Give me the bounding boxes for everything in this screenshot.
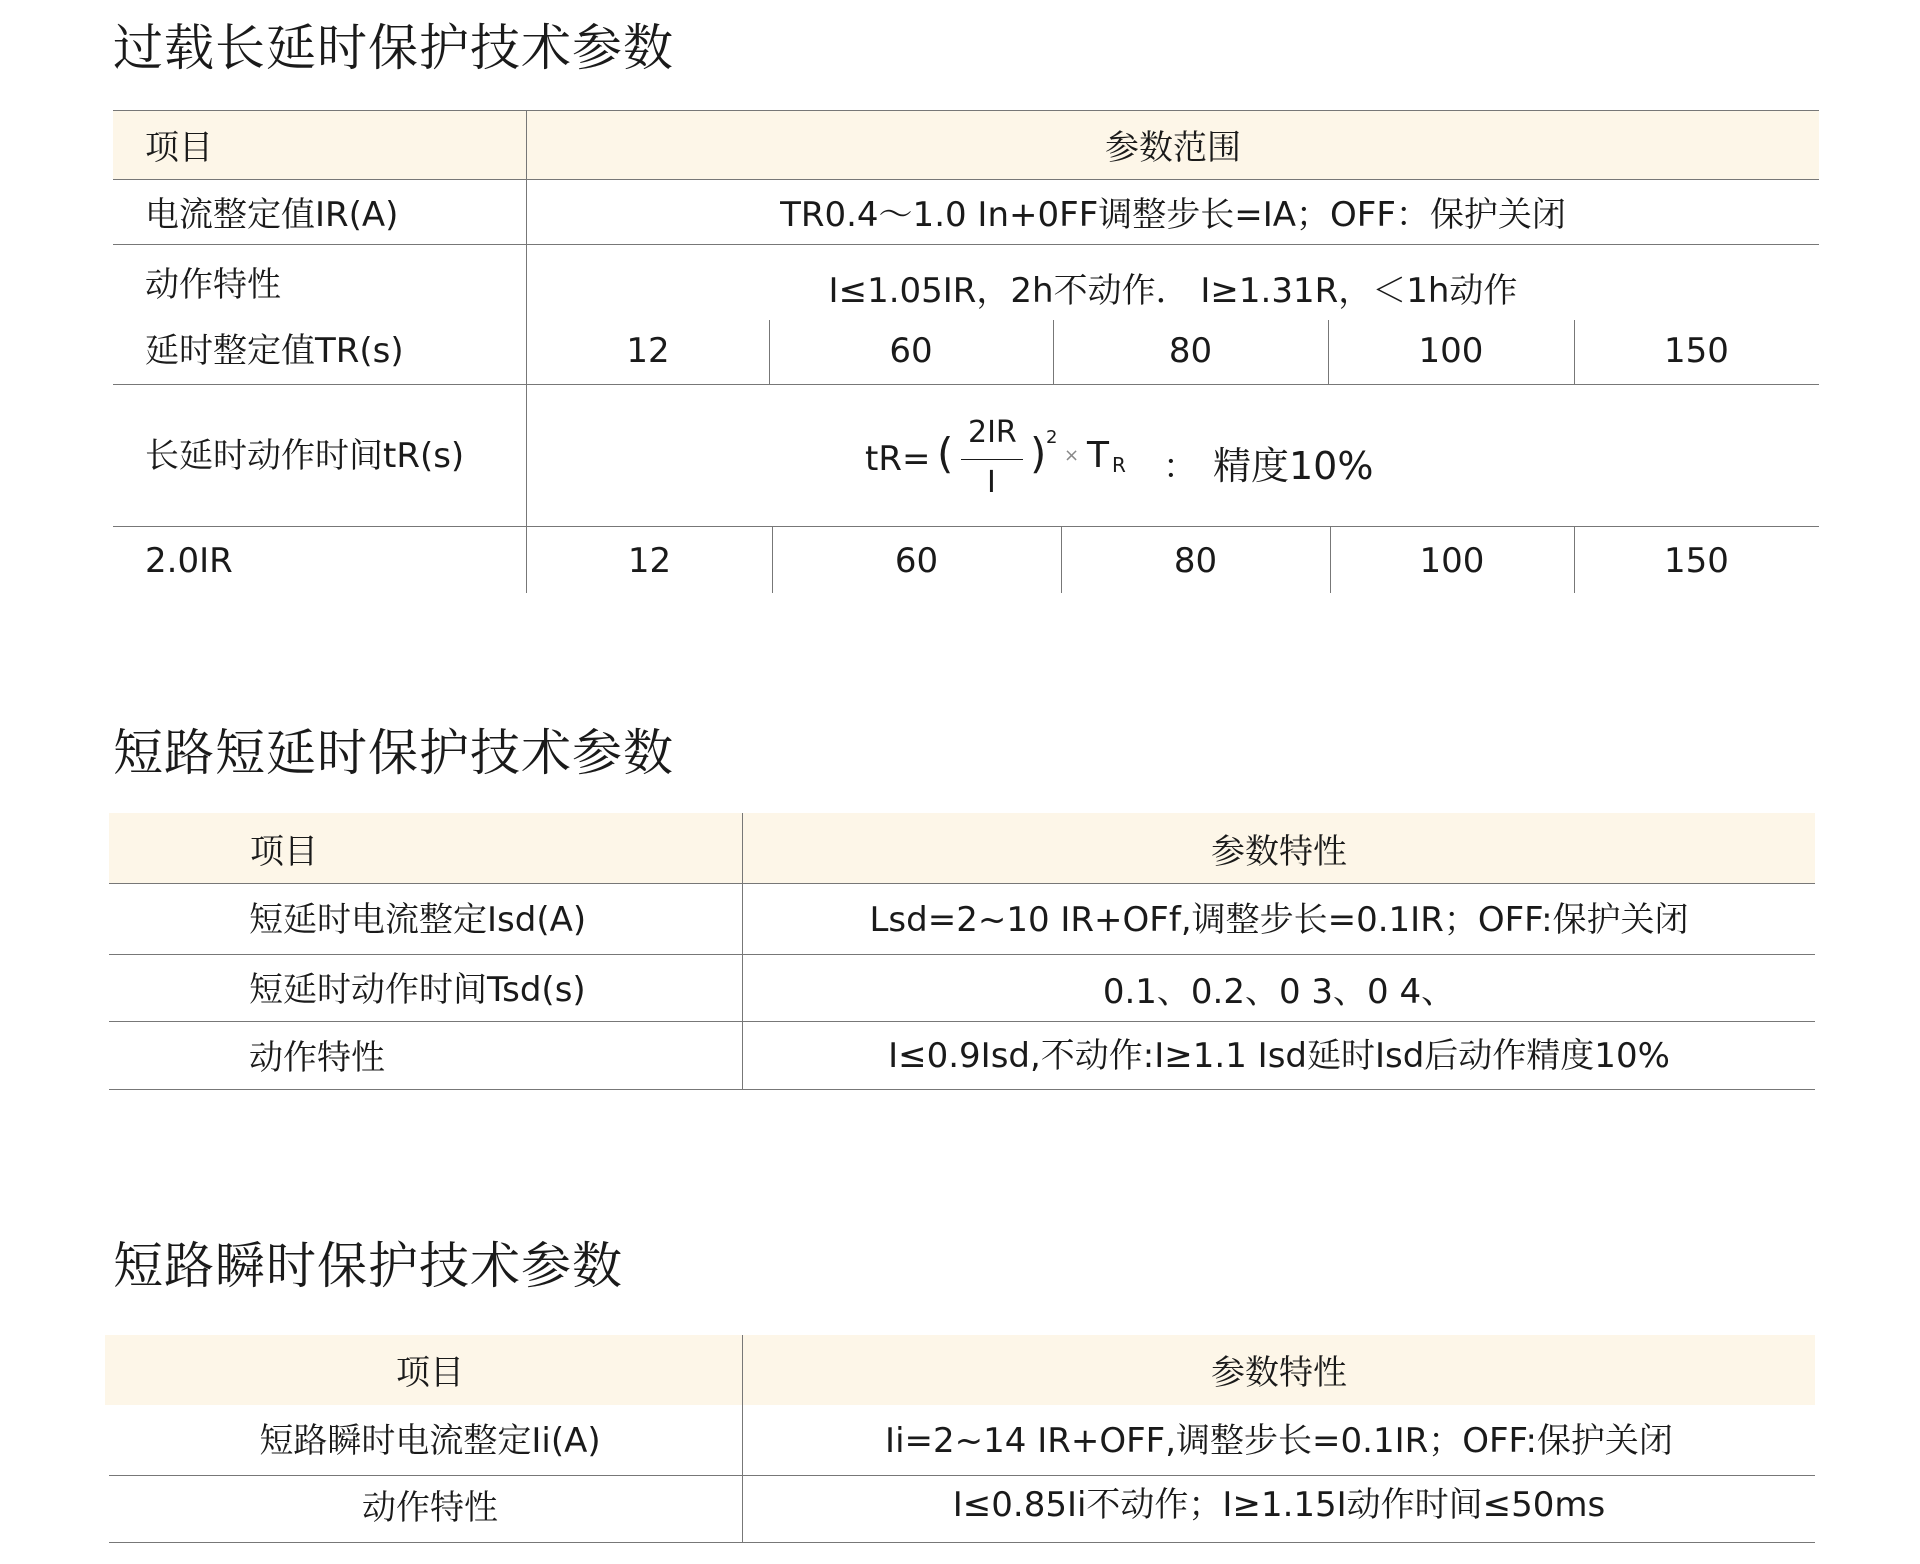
row-label: 电流整定值IR(A) [145,195,399,235]
table-rule [109,883,1815,884]
table-cell: 60 [889,331,933,371]
formula-open-paren: ( [937,429,954,478]
row-value: 0.1、0.2、0 3、0 4、 [1102,972,1456,1012]
table-rule [113,244,1819,245]
row-label: 2.0IR [145,541,233,581]
table-cell: 150 [1664,541,1729,581]
table-cell: 12 [627,541,672,581]
header-param: 参数特性 [1211,1353,1347,1393]
formula-lhs: tR= [865,439,931,479]
table-rule [113,179,1819,180]
row-label: 长延时动作时间tR(s) [145,436,465,476]
header-item: 项目 [396,1353,464,1393]
row-label: 短延时电流整定Isd(A) [249,900,587,940]
table-rule [109,1089,1815,1090]
row-label: 短延时动作时间Tsd(s) [249,970,586,1010]
header-item: 项目 [250,832,318,872]
row-value: Lsd=2~10 IR+OFf,调整步长=0.1IR；OFF:保护关闭 [869,900,1689,940]
row-value: I≤1.05IR，2h不动作． I≥1.31R，＜1h动作 [828,271,1518,311]
formula-exponent: 2 [1046,427,1058,448]
table-cell: 100 [1418,331,1484,371]
table-rule [109,954,1815,955]
table-rule [109,1475,1815,1476]
formula-long-delay [865,415,1395,515]
table-cell: 80 [1173,541,1218,581]
row-label: 动作特性 [249,1038,385,1078]
table-cell: 150 [1664,331,1729,371]
row-value: I≤0.9Isd,不动作:I≥1.1 Isd延时Isd后动作精度10% [888,1036,1670,1076]
table-rule [113,526,1819,527]
formula-numerator: 2IR [968,415,1017,450]
row-value: TR0.4〜1.0 In+0FF调整步长=IA；OFF：保护关闭 [780,195,1566,235]
formula-close-paren: ) [1030,429,1047,478]
table-rule [109,1542,1815,1543]
formula-t: T [1087,435,1109,476]
section-title-instantaneous: 短路瞬时保护技术参数 [113,1237,623,1295]
header-param: 参数范围 [1105,128,1241,168]
row-label: 短路瞬时电流整定Ii(A) [259,1421,601,1461]
table-rule [113,384,1819,385]
formula-times: × [1064,445,1080,466]
table-cell: 12 [626,331,670,371]
row-label: 动作特性 [145,265,281,305]
header-param: 参数特性 [1211,832,1347,872]
table-cell: 100 [1419,541,1485,581]
row-label: 延时整定值TR(s) [145,331,404,371]
header-item: 项目 [145,128,213,168]
table-cell: 80 [1168,331,1213,371]
section-title-overload: 过载长延时保护技术参数 [113,19,674,77]
table-rule [113,110,1819,111]
section-title-short-delay: 短路短延时保护技术参数 [113,724,674,782]
fraction-bar [961,459,1023,460]
row-value: I≤0.85Ii不动作；I≥1.15I动作时间≤50ms [952,1485,1606,1525]
row-value: Ii=2~14 IR+OFF,调整步长=0.1IR；OFF:保护关闭 [885,1421,1673,1461]
formula-colon: ： [1163,447,1197,487]
table-cell: 60 [894,541,939,581]
row-label: 动作特性 [362,1488,498,1528]
formula-note: 精度10% [1213,444,1374,488]
formula-denominator: I [987,465,996,500]
table-rule [109,1021,1815,1022]
formula-t-sub: R [1112,453,1126,477]
